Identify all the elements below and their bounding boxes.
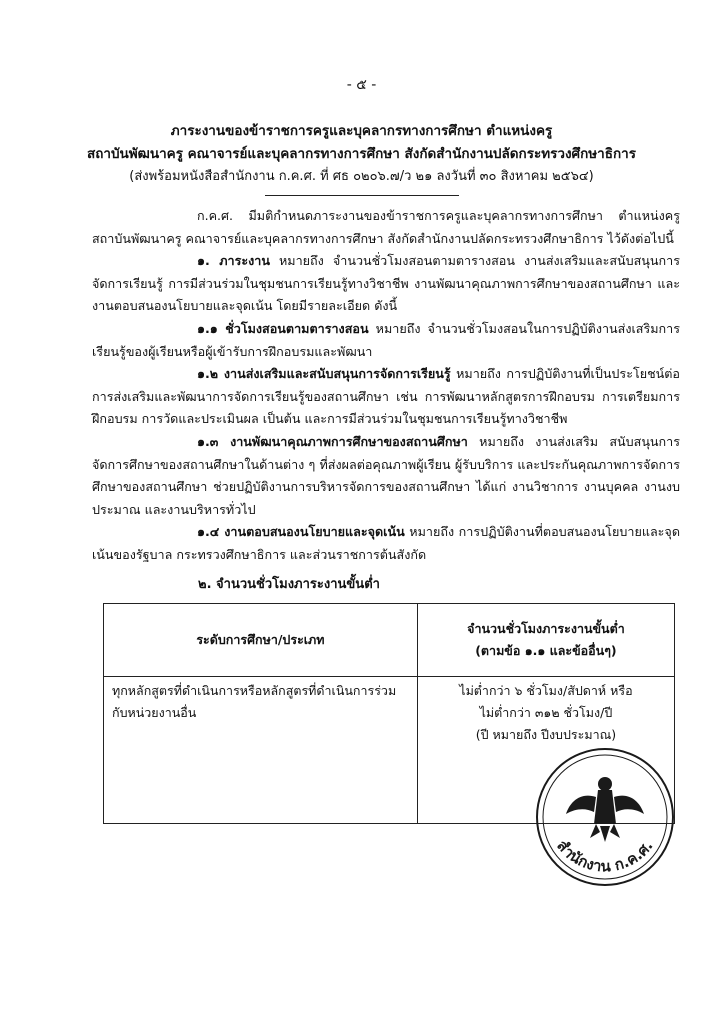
item-1-3-text: หมายถึง งานส่งเสริม สนับสนุนการจัดการศึกษาของสถานศึกษาในด้านต่าง ๆ ที่ส่งผลต่อคุณภาพผู้เรียน ผู้รับบริการ และประกันคุณภาพการจัดการศึกษาของสถานศึกษา ช่วยปฏิบัติงานการบริหารจัดการของสถานศึกษา ได้แก่ งานวิชาการ งานบุคคล งานงบประมาณ และงานบริหารทั่วไป bbox=[92, 433, 680, 517]
table-header-hours-line1: จำนวนชั่วโมงภาระงานขั้นต่ำ bbox=[467, 621, 625, 636]
official-seal-stamp bbox=[530, 742, 680, 892]
title-divider bbox=[265, 195, 459, 196]
document-title-line2: สถาบันพัฒนาครู คณาจารย์และบุคลากรทางการศึกษา สังกัดสำนักงานปลัดกระทรวงศึกษาธิการ bbox=[86, 146, 637, 162]
item-1-1 bbox=[92, 318, 680, 363]
table-header-hours bbox=[417, 604, 674, 677]
table-cell-level: ทุกหลักสูตรที่ดำเนินการหรือหลักสูตรที่ดำเนินการร่วมกับหน่วยงานอื่น bbox=[104, 677, 418, 824]
table-header-level: ระดับการศึกษา/ประเภท bbox=[104, 604, 418, 677]
document-title-line1: ภาระงานของข้าราชการครูและบุคลากรทางการศึกษา ตำแหน่งครู bbox=[170, 123, 553, 139]
table-header-hours-line2: (ตามข้อ ๑.๑ และข้ออื่นๆ) bbox=[475, 643, 617, 658]
intro-paragraph: ก.ค.ศ. มีมติกำหนดภาระงานของข้าราชการครูและบุคลากรทางการศึกษา ตำแหน่งครู สถาบันพัฒนาครู คณาจารย์และบุคลากรทางการศึกษา สังกัดสำนักงานปลัดกระทรวงศึกษาธิการ ไว้ดังต่อไปนี้ bbox=[92, 208, 680, 246]
page-number: - ๕ - bbox=[346, 77, 377, 93]
item-1-2-label: ๑.๒ งานส่งเสริมและสนับสนุนการจัดการเรียนรู้ bbox=[197, 366, 451, 382]
section1-paragraph bbox=[92, 250, 680, 318]
section1-text: หมายถึง จำนวนชั่วโมงสอนตามตารางสอน งานส่งเสริมและสนับสนุนการจัดการเรียนรู้ การมีส่วนร่วมในชุมชนการเรียนรู้ทางวิชาชีพ งานพัฒนาคุณภาพการศึกษาของสถานศึกษา และงานตอบสนองนโยบายและจุดเน้น โดยมีรายละเอียด ดังนี้ bbox=[92, 253, 680, 314]
item-1-4-label: ๑.๔ งานตอบสนองนโยบายและจุดเน้น bbox=[197, 524, 405, 540]
table-cell-hours-line2: ไม่ต่ำกว่า ๓๑๒ ชั่วโมง/ปี bbox=[479, 705, 613, 720]
item-1-1-text: หมายถึง จำนวนชั่วโมงสอนในการปฏิบัติงานส่งเสริมการเรียนรู้ของผู้เรียนหรือผู้เข้ารับการฝึกอบรมและพัฒนา bbox=[92, 320, 681, 359]
table-cell-hours-line1: ไม่ต่ำกว่า ๖ ชั่วโมง/สัปดาห์ หรือ bbox=[459, 683, 633, 698]
item-1-4 bbox=[92, 521, 680, 566]
garuda-emblem-icon bbox=[566, 777, 644, 842]
item-1-4-text: หมายถึง การปฏิบัติงานที่ตอบสนองนโยบายและจุดเน้นของรัฐบาล กระทรวงศึกษาธิการ และส่วนราชการต้นสังกัด bbox=[92, 524, 680, 562]
item-1-3-label: ๑.๓ งานพัฒนาคุณภาพการศึกษาของสถานศึกษา bbox=[197, 433, 468, 449]
seal-text: สำนักงาน ก.ค.ศ. bbox=[553, 836, 657, 876]
document-reference-line: (ส่งพร้อมหนังสือสำนักงาน ก.ค.ศ. ที่ ศธ ๐๒๐๖.๗/ว ๒๑ ลงวันที่ ๓๐ สิงหาคม ๒๕๖๔) bbox=[129, 169, 594, 184]
document-body bbox=[92, 205, 680, 567]
table-header-row bbox=[104, 604, 675, 677]
item-1-3 bbox=[92, 431, 680, 521]
section2-heading: ๒. จำนวนชั่วโมงภาระงานขั้นต่ำ bbox=[198, 577, 380, 592]
item-1-2-text: หมายถึง การปฏิบัติงานที่เป็นประโยชน์ต่อการส่งเสริมและพัฒนาการจัดการเรียนรู้ของสถานศึกษา เช่น การพัฒนาหลักสูตรการฝึกอบรม การเตรียมการฝึกอบรม การวัดและประเมินผล เป็นต้น และการมีส่วนร่วมในชุมชนการเรียนรู้ทางวิชาชีพ bbox=[92, 366, 681, 427]
item-1-2 bbox=[92, 363, 680, 431]
item-1-1-label: ๑.๑ ชั่วโมงสอนตามตารางสอน bbox=[197, 320, 369, 336]
section1-label: ๑. ภาระงาน bbox=[197, 253, 270, 269]
table-cell-hours-line3: (ปี หมายถึง ปีงบประมาณ) bbox=[475, 727, 617, 742]
